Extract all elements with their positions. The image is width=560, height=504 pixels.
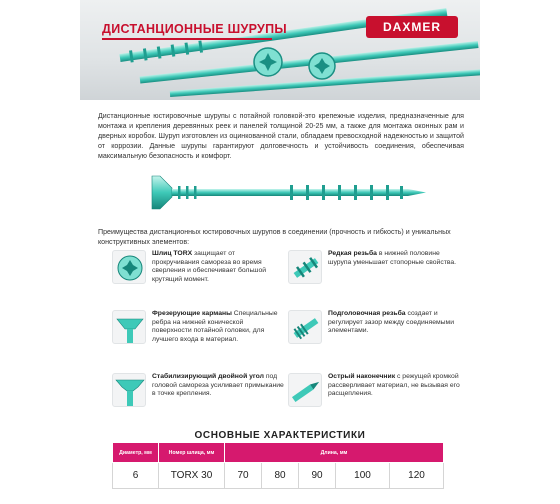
milling-pockets-icon	[112, 310, 146, 344]
screw-illustration	[150, 170, 430, 215]
banner-screws-illustration	[80, 0, 480, 100]
feature-text	[152, 310, 284, 344]
brand-logo	[366, 16, 458, 38]
feature-title: Острый наконечник	[328, 373, 396, 380]
feature-title: Стабилизирующий двойной угол	[152, 373, 264, 380]
cell-length: 70	[225, 463, 262, 489]
spec-value-row	[113, 463, 444, 489]
feature-text	[328, 250, 460, 267]
feature-description: защищает от прокручивания самореза во время сверления и обеспечивает большой крутящий момент.	[152, 250, 267, 283]
spec-title: ОСНОВНЫЕ ХАРАКТЕРИСТИКИ	[194, 430, 366, 441]
feature-description: в нижней половине шурупа уменьшает стопорные свойства.	[328, 250, 457, 266]
feature-text	[328, 373, 460, 399]
spec-table	[112, 442, 444, 489]
advantages-intro: Преимущества дистанционных юстировочных шурупов в соединении (прочность и гибкость) и уникальных конструктивных элементов:	[98, 228, 451, 246]
torx-head-icon	[112, 250, 146, 284]
feature-text	[328, 310, 460, 336]
header-diameter: Диаметр, мм	[113, 443, 159, 463]
feature-description: создает и регулирует зазор между соединяемыми элементами.	[328, 310, 455, 335]
feature-description: с режущей кромкой рассверливает материал, не вызывая его расщепления.	[328, 373, 460, 398]
feature-title: Фрезерующие карманы	[152, 310, 232, 317]
underhead-thread-icon	[288, 310, 322, 344]
feature-title: Шлиц TORX	[152, 250, 193, 257]
cell-length: 120	[389, 463, 443, 489]
cell-diameter: 6	[113, 463, 159, 489]
brand-logo-text: DAXMER	[382, 20, 441, 34]
header-slot: Номер шлица, мм	[159, 443, 225, 463]
cell-slot: TORX 30	[159, 463, 225, 489]
banner-underline	[102, 38, 272, 40]
intro-paragraph: Дистанционные юстировочные шурупы с потайной головкой-это крепежные изделия, предназначенные для монтажа и крепления деревянных реек и панелей толщиной 20-25 мм, а также для монтажа оконных рам и дверных коробок. Шуруп изготовлен из оцинкованной стали, обладаем превосходной надежностью и защитой от коррозии. Данные шурупы гарантируют долговечность и устойчивость соединения, обеспечивая максимальную безопасность и комфорт.	[98, 112, 464, 160]
header-banner	[80, 0, 480, 100]
sharp-tip-icon	[288, 373, 322, 407]
feature-description: Специальные ребра на нижней конической поверхности потайной головки, для лучшего входа в материал.	[152, 310, 278, 343]
banner-title: ДИСТАНЦИОННЫЕ ШУРУПЫ	[102, 22, 287, 36]
feature-text	[152, 250, 284, 284]
header-length: Длина, мм	[225, 443, 444, 463]
feature-text	[152, 373, 284, 399]
feature-description: под головой самореза усиливает примыкание в точке крепления.	[152, 373, 284, 398]
cell-length: 80	[262, 463, 299, 489]
double-angle-icon	[112, 373, 146, 407]
cell-length: 100	[336, 463, 390, 489]
cell-length: 90	[299, 463, 336, 489]
spec-header-row	[113, 443, 444, 463]
sparse-thread-icon	[288, 250, 322, 284]
feature-title: Подголовочная резьба	[328, 310, 406, 317]
feature-title: Редкая резьба	[328, 250, 377, 257]
